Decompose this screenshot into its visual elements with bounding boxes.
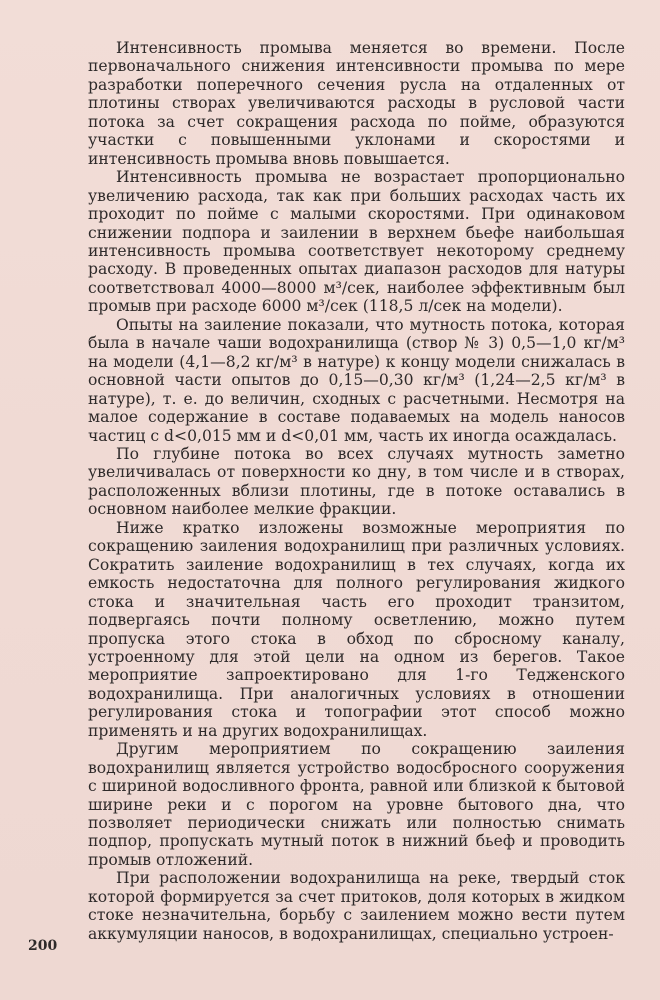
- paragraph-4: По глубине потока во всех случаях мутность заметно увеличивалась от поверхности ко дну, в том числе и в створах, расположенных вблизи плотины, где в потоке оставались в основном наиболее мелкие фракции.: [88, 444, 625, 519]
- paragraph-5: Ниже кратко изложены возможные мероприятия по сокращению заиления водохранилищ при различных условиях. Сократить заиление водохранилищ в тех случаях, когда их емкость недостаточна для полного регулирования жидкого стока и значительная часть его проходит транзитом, подвергаясь почти полному осветлению, можно путем пропуска этого стока в обход по сбросному каналу, устроенному для этой цели на одном из берегов. Такое мероприятие запроектировано для 1-го Тедженского водохранилища. При аналогичных условиях в отношении регулирования стока и топографии этот способ можно применять и на других водохранилищах.: [88, 518, 625, 740]
- paragraph-3: Опыты на заиление показали, что мутность потока, которая была в начале чаши водохранилища (створ № 3) 0,5—1,0 кг/м³ на модели (4,1—8,2 кг/м³ в натуре) к концу модели снижалась в основной части опытов до 0,15—0,30 кг/м³ (1,24—2,5 кг/м³ в натуре), т. е. до величин, сходных с расчетными. Несмотря на малое содержание в составе подаваемых на модель наносов частиц с d<0,015 мм и d<0,01 мм, часть их иногда осаждалась.: [88, 315, 625, 445]
- paragraph-7: При расположении водохранилища на реке, твердый сток которой формируется за счет притоков, доля которых в жидком стоке незначительна, борьбу с заилением можно вести путем аккумуляции наносов, в водохранилищах, специально устроен-: [88, 869, 625, 943]
- paragraph-6: Другим мероприятием по сокращению заиления водохранилищ является устройство водосбросного сооружения с шириной водосливного фронта, равной или близкой к бытовой ширине реки и с порогом на уровне бытового дна, что позволяет периодически снижать или полностью снимать подпор, пропускать мутный поток в нижний бьеф и проводить промыв отложений.: [88, 740, 625, 869]
- page-number: 200: [28, 938, 58, 954]
- paragraph-2: Интенсивность промыва не возрастает пропорционально увеличению расхода, так как при больших расходах часть их проходит по пойме с малыми скоростями. При одинаковом снижении подпора и заилении в верхнем бьефе наибольшая интенсивность промыва соответствует некоторому среднему расходу. В проведенных опытах диапазон расходов для натуры соответствовал 4000—8000 м³/сек, наиболее эффективным был промыв при расходе 6000 м³/сек (118,5 л/сек на модели).: [88, 168, 625, 316]
- page-text: [88, 39, 625, 943]
- paragraph-1: Интенсивность промыва меняется во времени. После первоначального снижения интенсивности промыва по мере разработки поперечного сечения русла на отдаленных от плотины створах увеличиваются расходы в русловой части потока за счет сокращения расхода по пойме, образуются участки с повышенными уклонами и скоростями и интенсивность промыва вновь повышается.: [88, 39, 625, 168]
